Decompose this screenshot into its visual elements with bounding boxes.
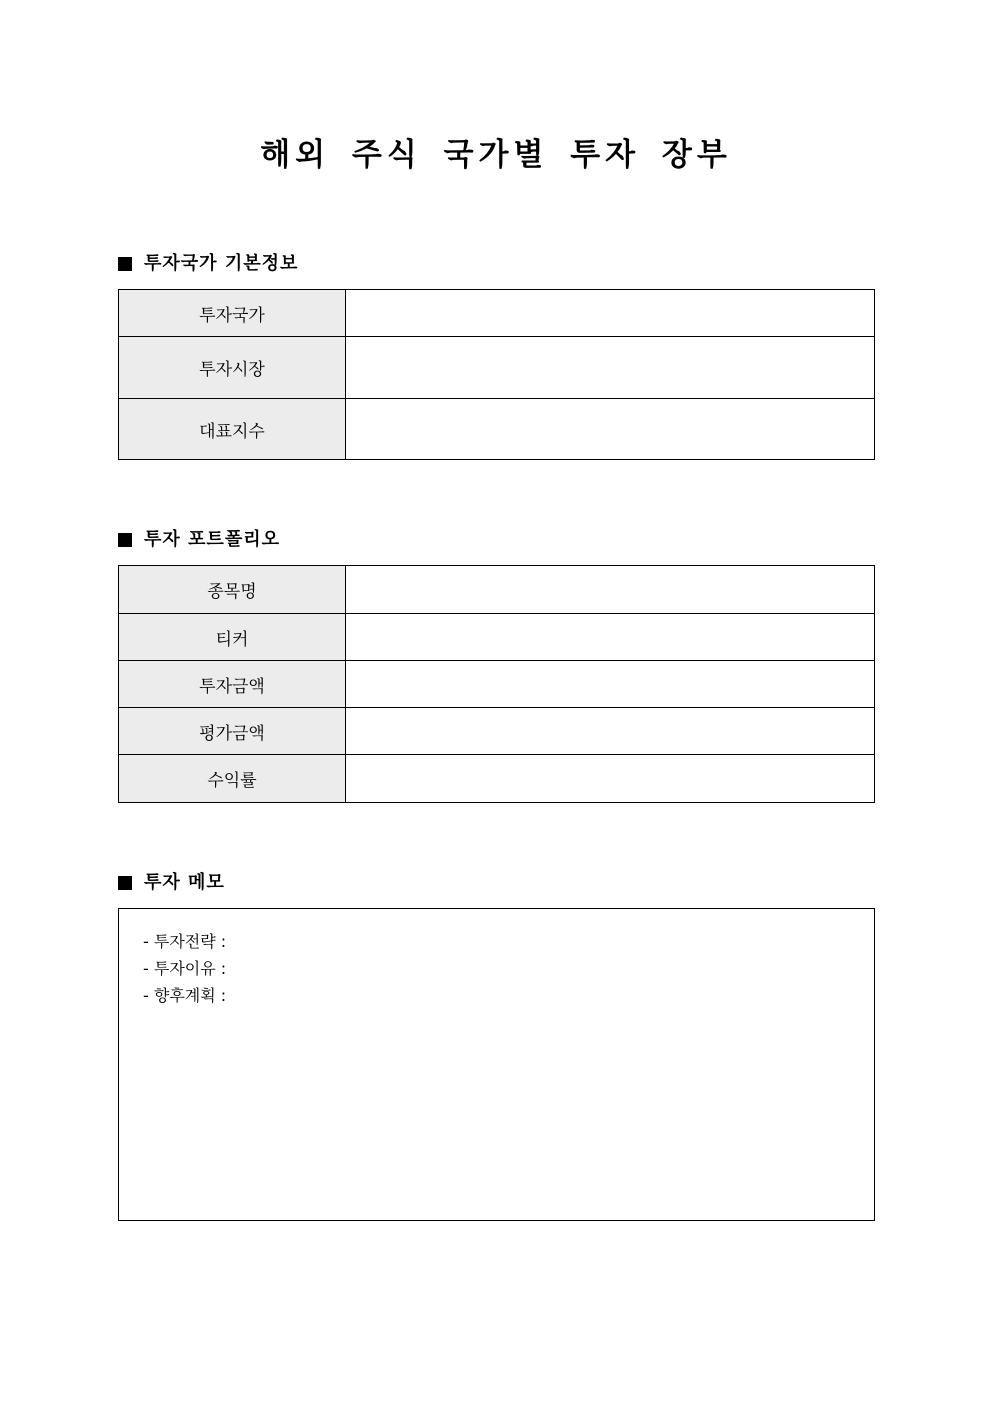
field-value-invested-amount[interactable] — [346, 661, 875, 708]
section-heading-portfolio — [118, 527, 280, 553]
field-value-market[interactable] — [346, 337, 875, 399]
square-bullet-icon — [118, 257, 132, 271]
field-value-valuation-amount[interactable] — [346, 708, 875, 755]
section-heading-label: 투자 포트폴리오 — [144, 529, 280, 550]
field-label-ticker: 티커 — [119, 614, 346, 661]
field-label-valuation-amount: 평가금액 — [119, 708, 346, 755]
square-bullet-icon — [118, 876, 132, 890]
field-value-index[interactable] — [346, 399, 875, 460]
portfolio-table — [118, 565, 875, 803]
memo-lines — [143, 928, 226, 1009]
field-value-country[interactable] — [346, 290, 875, 337]
table-row — [119, 708, 875, 755]
field-label-invested-amount: 투자금액 — [119, 661, 346, 708]
field-label-stock-name: 종목명 — [119, 566, 346, 614]
table-row — [119, 566, 875, 614]
field-label-market: 투자시장 — [119, 337, 346, 399]
table-row — [119, 614, 875, 661]
field-label-return-rate: 수익률 — [119, 755, 346, 803]
section-heading-memo — [118, 870, 225, 896]
memo-line-reason: - 투자이유 : — [143, 959, 227, 978]
table-row — [119, 755, 875, 803]
table-row — [119, 337, 875, 399]
field-value-stock-name[interactable] — [346, 566, 875, 614]
memo-line-strategy: - 투자전략 : — [143, 932, 227, 951]
field-label-index: 대표지수 — [119, 399, 346, 460]
field-value-return-rate[interactable] — [346, 755, 875, 803]
section-heading-label: 투자국가 기본정보 — [144, 253, 299, 274]
table-row — [119, 399, 875, 460]
table-row — [119, 661, 875, 708]
section-heading-label: 투자 메모 — [144, 872, 225, 893]
memo-box[interactable] — [118, 908, 875, 1221]
document-title: 해외 주식 국가별 투자 장부 — [260, 137, 732, 173]
square-bullet-icon — [118, 533, 132, 547]
field-value-ticker[interactable] — [346, 614, 875, 661]
memo-line-future-plan: - 향후계획 : — [143, 986, 227, 1005]
field-label-country: 투자국가 — [119, 290, 346, 337]
table-row — [119, 290, 875, 337]
basic-info-table — [118, 289, 875, 460]
section-heading-basic-info — [118, 251, 298, 277]
